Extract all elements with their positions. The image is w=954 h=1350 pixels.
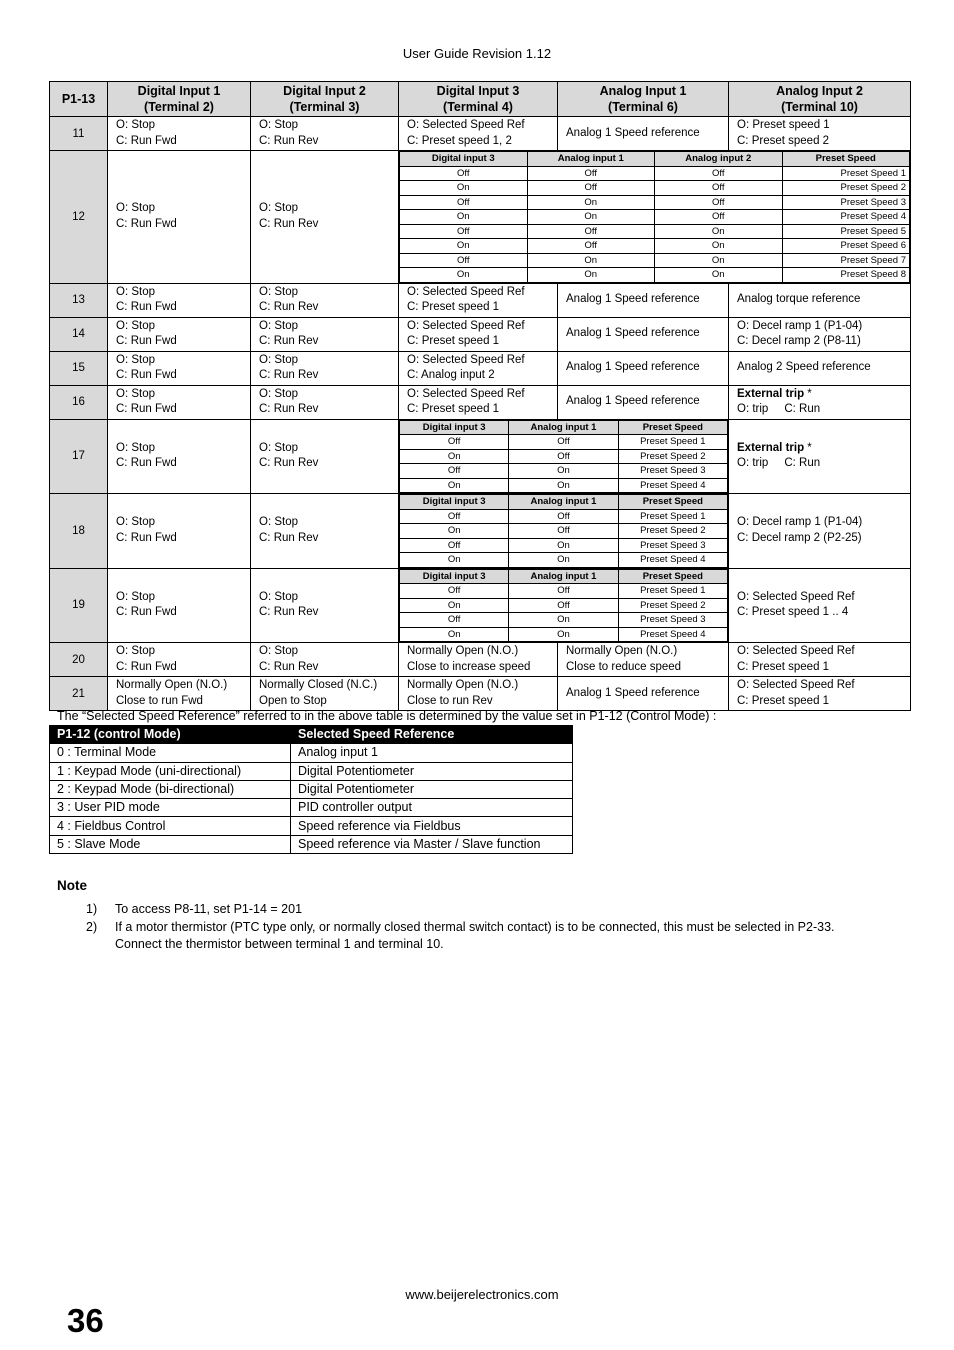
cell-di2: O: Stop C: Run Rev bbox=[251, 151, 399, 284]
table-header-row bbox=[50, 82, 911, 117]
sub-cell: Off bbox=[655, 210, 783, 225]
cell-ai2: O: Selected Speed Ref C: Preset speed 1 bbox=[729, 643, 911, 677]
table-row bbox=[50, 780, 573, 798]
cell-di2: O: Stop C: Run Rev bbox=[251, 568, 399, 643]
sub-cell: Preset Speed 2 bbox=[782, 181, 910, 196]
cell-ai2: Analog 2 Speed reference bbox=[729, 351, 911, 385]
sub-cell: Off bbox=[655, 181, 783, 196]
col-header-digital-input-2: Digital Input 2 (Terminal 3) bbox=[251, 82, 399, 117]
sub-cell: On bbox=[509, 538, 618, 553]
preset-speed-subtable-cell bbox=[399, 568, 729, 643]
sub-header: Analog input 1 bbox=[509, 569, 618, 584]
cell-di3: O: Selected Speed Ref C: Preset speed 1 bbox=[399, 317, 558, 351]
sub-cell: Preset Speed 2 bbox=[618, 449, 727, 464]
col-header-selected-speed-reference: Selected Speed Reference bbox=[291, 726, 573, 744]
sub-cell: On bbox=[400, 478, 509, 493]
sub-cell: On bbox=[655, 224, 783, 239]
sub-cell: On bbox=[400, 449, 509, 464]
page-number: 36 bbox=[67, 1302, 104, 1339]
sub-cell: On bbox=[655, 239, 783, 254]
table-row bbox=[50, 677, 911, 711]
table-cell: 5 : Slave Mode bbox=[50, 835, 291, 853]
sub-cell: On bbox=[509, 553, 618, 568]
sub-cell: Preset Speed 4 bbox=[618, 553, 727, 568]
sub-cell: Off bbox=[509, 435, 618, 450]
col-header-digital-input-3: Digital Input 3 (Terminal 4) bbox=[399, 82, 558, 117]
sub-cell: Preset Speed 3 bbox=[782, 195, 910, 210]
sub-cell: On bbox=[655, 268, 783, 283]
sub-header: Analog input 1 bbox=[509, 495, 618, 510]
sub-header: Analog input 2 bbox=[655, 152, 783, 167]
cell-ai2: O: Decel ramp 1 (P1-04) C: Decel ramp 2 (P8-11) bbox=[729, 317, 911, 351]
note-text: If a motor thermistor (PTC type only, or normally closed thermal switch contact) is to be connected, this must be selected in P2-33. bbox=[115, 920, 835, 934]
row-number: 14 bbox=[50, 317, 108, 351]
sub-cell: Off bbox=[400, 509, 509, 524]
table-cell: 1 : Keypad Mode (uni-directional) bbox=[50, 762, 291, 780]
sub-cell: Preset Speed 4 bbox=[782, 210, 910, 225]
cell-di3: O: Selected Speed Ref C: Preset speed 1, 2 bbox=[399, 117, 558, 151]
cell-di1: O: Stop C: Run Fwd bbox=[108, 317, 251, 351]
sub-cell: On bbox=[509, 478, 618, 493]
sub-cell: On bbox=[400, 627, 509, 642]
note-number: 2) bbox=[86, 920, 98, 934]
table-row bbox=[50, 151, 911, 284]
cell-di1: O: Stop C: Run Fwd bbox=[108, 283, 251, 317]
selected-speed-paragraph: The “Selected Speed Reference” referred to in the above table is determined by the value set in P1-12 (Control Mode) : bbox=[57, 709, 717, 723]
terminal-function-table bbox=[49, 81, 911, 711]
cell-ai1: Analog 1 Speed reference bbox=[558, 385, 729, 419]
sub-cell: On bbox=[655, 253, 783, 268]
sub-cell: Preset Speed 3 bbox=[618, 464, 727, 479]
sub-cell: Off bbox=[400, 195, 528, 210]
table-header-row bbox=[50, 726, 573, 744]
sub-header: Analog input 1 bbox=[527, 152, 655, 167]
table-cell: 2 : Keypad Mode (bi-directional) bbox=[50, 780, 291, 798]
table-cell: Digital Potentiometer bbox=[291, 762, 573, 780]
sub-header: Preset Speed bbox=[782, 152, 910, 167]
sub-cell: Off bbox=[400, 584, 509, 599]
row-number: 13 bbox=[50, 283, 108, 317]
preset-speed-subtable bbox=[399, 151, 910, 283]
control-mode-table bbox=[49, 725, 573, 854]
sub-cell: Off bbox=[400, 435, 509, 450]
sub-cell: Preset Speed 1 bbox=[618, 584, 727, 599]
sub-cell: Off bbox=[655, 166, 783, 181]
sub-cell: Off bbox=[509, 449, 618, 464]
cell-di1: O: Stop C: Run Fwd bbox=[108, 117, 251, 151]
table-row bbox=[50, 283, 911, 317]
cell-ai2: O: Decel ramp 1 (P1-04) C: Decel ramp 2 (P2-25) bbox=[729, 494, 911, 569]
cell-ai2: O: Selected Speed Ref C: Preset speed 1 bbox=[729, 677, 911, 711]
table-cell: Speed reference via Fieldbus bbox=[291, 817, 573, 835]
table-row bbox=[50, 817, 573, 835]
table-row bbox=[50, 835, 573, 853]
preset-speed-subtable bbox=[399, 420, 728, 494]
table-row bbox=[50, 643, 911, 677]
page-header: User Guide Revision 1.12 bbox=[402, 46, 552, 61]
cell-ai1: Normally Open (N.O.) Close to reduce speed bbox=[558, 643, 729, 677]
sub-cell: Preset Speed 6 bbox=[782, 239, 910, 254]
cell-ai1: Analog 1 Speed reference bbox=[558, 677, 729, 711]
sub-cell: On bbox=[509, 627, 618, 642]
footer-url: www.beijerelectronics.com bbox=[405, 1287, 559, 1302]
table-row bbox=[50, 385, 911, 419]
table-cell: Speed reference via Master / Slave function bbox=[291, 835, 573, 853]
cell-di2: O: Stop C: Run Rev bbox=[251, 117, 399, 151]
sub-cell: Preset Speed 1 bbox=[618, 435, 727, 450]
sub-header: Digital input 3 bbox=[400, 420, 509, 435]
sub-cell: Preset Speed 3 bbox=[618, 538, 727, 553]
cell-di1: O: Stop C: Run Fwd bbox=[108, 494, 251, 569]
cell-ai1: Analog 1 Speed reference bbox=[558, 351, 729, 385]
sub-header: Analog input 1 bbox=[509, 420, 618, 435]
sub-cell: Off bbox=[655, 195, 783, 210]
sub-cell: Preset Speed 1 bbox=[782, 166, 910, 181]
cell-di2: O: Stop C: Run Rev bbox=[251, 385, 399, 419]
table-cell: 4 : Fieldbus Control bbox=[50, 817, 291, 835]
cell-di2: O: Stop C: Run Rev bbox=[251, 494, 399, 569]
sub-header: Preset Speed bbox=[618, 420, 727, 435]
row-number: 12 bbox=[50, 151, 108, 284]
sub-cell: Off bbox=[509, 598, 618, 613]
table-row bbox=[50, 351, 911, 385]
sub-cell: Off bbox=[527, 239, 655, 254]
cell-di1: O: Stop C: Run Fwd bbox=[108, 385, 251, 419]
table-cell: Analog input 1 bbox=[291, 744, 573, 762]
note-text: To access P8-11, set P1-14 = 201 bbox=[115, 902, 303, 916]
sub-cell: Off bbox=[400, 166, 528, 181]
table-row bbox=[50, 317, 911, 351]
cell-di2: O: Stop C: Run Rev bbox=[251, 643, 399, 677]
sub-cell: On bbox=[527, 210, 655, 225]
sub-cell: Off bbox=[400, 224, 528, 239]
sub-header: Digital input 3 bbox=[400, 495, 509, 510]
table-row bbox=[50, 762, 573, 780]
sub-cell: Preset Speed 5 bbox=[782, 224, 910, 239]
sub-cell: Preset Speed 1 bbox=[618, 509, 727, 524]
cell-di2: Normally Closed (N.C.) Open to Stop bbox=[251, 677, 399, 711]
cell-di1: O: Stop C: Run Fwd bbox=[108, 419, 251, 494]
table-row bbox=[50, 744, 573, 762]
sub-cell: On bbox=[400, 524, 509, 539]
col-header-digital-input-1: Digital Input 1 (Terminal 2) bbox=[108, 82, 251, 117]
sub-cell: On bbox=[527, 195, 655, 210]
cell-ai1: Analog 1 Speed reference bbox=[558, 317, 729, 351]
note-item-2 bbox=[86, 919, 835, 953]
preset-speed-subtable bbox=[399, 569, 728, 643]
sub-cell: Preset Speed 3 bbox=[618, 613, 727, 628]
sub-cell: On bbox=[400, 181, 528, 196]
sub-cell: On bbox=[509, 464, 618, 479]
cell-di1: O: Stop C: Run Fwd bbox=[108, 568, 251, 643]
table-cell: 3 : User PID mode bbox=[50, 799, 291, 817]
row-number: 21 bbox=[50, 677, 108, 711]
sub-cell: Off bbox=[527, 224, 655, 239]
sub-cell: Off bbox=[527, 181, 655, 196]
row-number: 15 bbox=[50, 351, 108, 385]
cell-di3: O: Selected Speed Ref C: Preset speed 1 bbox=[399, 385, 558, 419]
row-number: 18 bbox=[50, 494, 108, 569]
table-row bbox=[50, 799, 573, 817]
cell-di3: O: Selected Speed Ref C: Preset speed 1 bbox=[399, 283, 558, 317]
sub-cell: Preset Speed 4 bbox=[618, 627, 727, 642]
sub-cell: Preset Speed 7 bbox=[782, 253, 910, 268]
sub-header: Preset Speed bbox=[618, 495, 727, 510]
sub-cell: Preset Speed 2 bbox=[618, 524, 727, 539]
note-item-1 bbox=[86, 901, 302, 918]
sub-cell: Off bbox=[509, 524, 618, 539]
row-number: 16 bbox=[50, 385, 108, 419]
table-row bbox=[50, 568, 911, 643]
note-title: Note bbox=[57, 878, 87, 893]
cell-ai2: Analog torque reference bbox=[729, 283, 911, 317]
cell-di3: O: Selected Speed Ref C: Analog input 2 bbox=[399, 351, 558, 385]
cell-di2: O: Stop C: Run Rev bbox=[251, 351, 399, 385]
cell-di1: O: Stop C: Run Fwd bbox=[108, 643, 251, 677]
cell-di1: O: Stop C: Run Fwd bbox=[108, 351, 251, 385]
col-header-analog-input-1: Analog Input 1 (Terminal 6) bbox=[558, 82, 729, 117]
sub-cell: On bbox=[400, 239, 528, 254]
sub-cell: On bbox=[527, 268, 655, 283]
table-cell: PID controller output bbox=[291, 799, 573, 817]
col-header-analog-input-2: Analog Input 2 (Terminal 10) bbox=[729, 82, 911, 117]
sub-cell: Preset Speed 2 bbox=[618, 598, 727, 613]
sub-cell: Off bbox=[400, 613, 509, 628]
preset-speed-subtable-cell bbox=[399, 151, 911, 284]
note-text-continued: Connect the thermistor between terminal 1 and terminal 10. bbox=[115, 937, 444, 951]
cell-ai2: O: Selected Speed Ref C: Preset speed 1 .. 4 bbox=[729, 568, 911, 643]
cell-di1: O: Stop C: Run Fwd bbox=[108, 151, 251, 284]
preset-speed-subtable-cell bbox=[399, 494, 729, 569]
sub-cell: Off bbox=[400, 538, 509, 553]
table-row bbox=[50, 117, 911, 151]
sub-cell: On bbox=[400, 598, 509, 613]
cell-di2: O: Stop C: Run Rev bbox=[251, 317, 399, 351]
preset-speed-subtable bbox=[399, 494, 728, 568]
sub-cell: Preset Speed 4 bbox=[618, 478, 727, 493]
sub-cell: Off bbox=[400, 253, 528, 268]
table-row bbox=[50, 419, 911, 494]
cell-ai2: O: Preset speed 1 C: Preset speed 2 bbox=[729, 117, 911, 151]
cell-di1: Normally Open (N.O.) Close to run Fwd bbox=[108, 677, 251, 711]
cell-di3: Normally Open (N.O.) Close to increase speed bbox=[399, 643, 558, 677]
col-header-control-mode: P1-12 (control Mode) bbox=[50, 726, 291, 744]
sub-cell: On bbox=[400, 553, 509, 568]
sub-cell: Preset Speed 8 bbox=[782, 268, 910, 283]
sub-header: Digital input 3 bbox=[400, 569, 509, 584]
row-number: 17 bbox=[50, 419, 108, 494]
sub-cell: Off bbox=[509, 509, 618, 524]
table-row bbox=[50, 494, 911, 569]
sub-header: Digital input 3 bbox=[400, 152, 528, 167]
table-cell: 0 : Terminal Mode bbox=[50, 744, 291, 762]
cell-di2: O: Stop C: Run Rev bbox=[251, 419, 399, 494]
sub-header: Preset Speed bbox=[618, 569, 727, 584]
col-header-p1-13: P1-13 bbox=[50, 82, 108, 117]
sub-cell: On bbox=[527, 253, 655, 268]
cell-di2: O: Stop C: Run Rev bbox=[251, 283, 399, 317]
sub-cell: On bbox=[400, 210, 528, 225]
sub-cell: On bbox=[400, 268, 528, 283]
sub-cell: Off bbox=[527, 166, 655, 181]
preset-speed-subtable-cell bbox=[399, 419, 729, 494]
cell-ai2: External trip * O: trip C: Run bbox=[729, 419, 911, 494]
table-cell: Digital Potentiometer bbox=[291, 780, 573, 798]
row-number: 19 bbox=[50, 568, 108, 643]
sub-cell: Off bbox=[400, 464, 509, 479]
cell-ai2: External trip * O: trip C: Run bbox=[729, 385, 911, 419]
row-number: 11 bbox=[50, 117, 108, 151]
cell-ai1: Analog 1 Speed reference bbox=[558, 117, 729, 151]
sub-cell: Off bbox=[509, 584, 618, 599]
cell-ai1: Analog 1 Speed reference bbox=[558, 283, 729, 317]
sub-cell: On bbox=[509, 613, 618, 628]
row-number: 20 bbox=[50, 643, 108, 677]
cell-di3: Normally Open (N.O.) Close to run Rev bbox=[399, 677, 558, 711]
note-number: 1) bbox=[86, 902, 98, 916]
